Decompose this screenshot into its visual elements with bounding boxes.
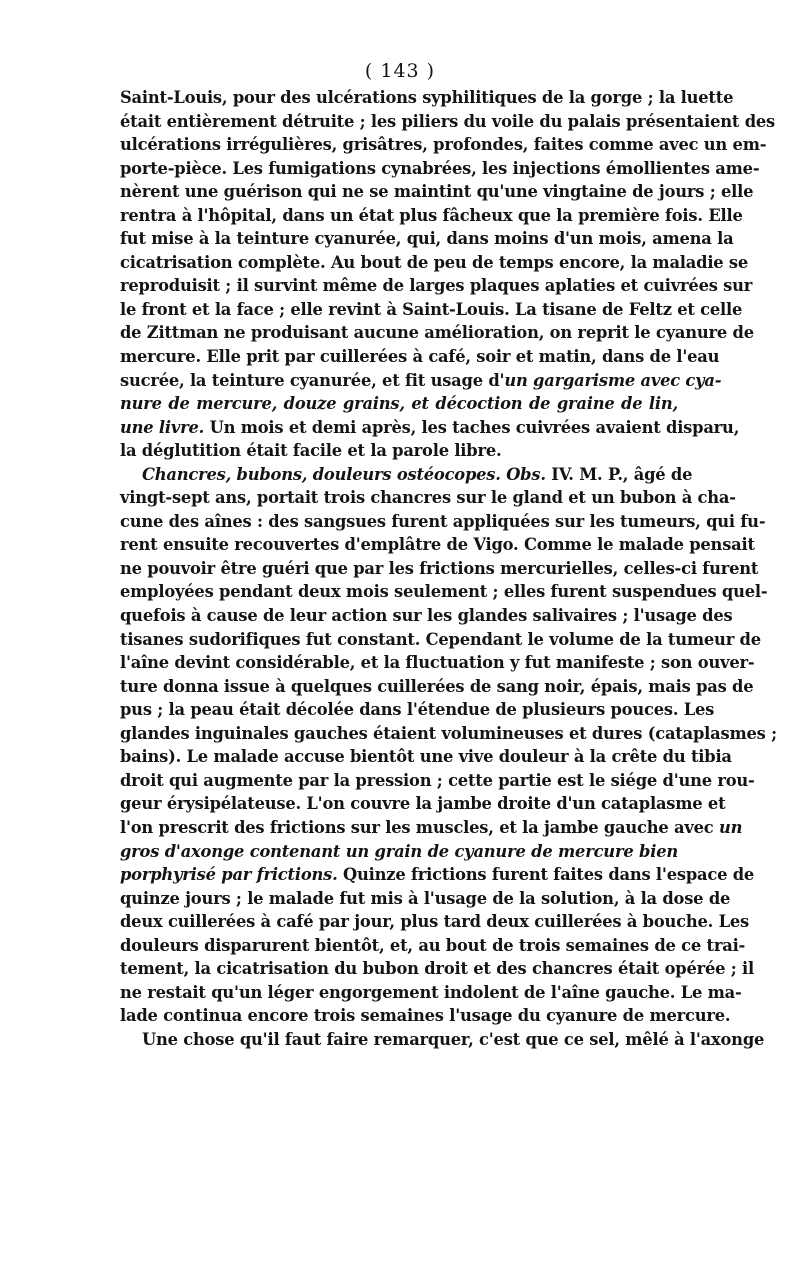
text-line [120, 110, 776, 134]
text-line [120, 1004, 731, 1028]
text-line [120, 887, 731, 911]
text-segment: était entièrement détruite ; les piliers du voile du palais présentaient des [120, 111, 776, 131]
text-line [120, 510, 766, 534]
text-line [120, 580, 768, 604]
italic-segment: porphyrisé par frictions. [120, 865, 338, 885]
text-line [120, 486, 736, 510]
text-line [120, 86, 734, 110]
text-line [120, 675, 754, 699]
text-line [120, 1028, 765, 1052]
text-segment: employées pendant deux mois seulement ; elles furent suspendues quel- [120, 582, 768, 602]
italic-segment: une livre. [120, 417, 205, 437]
text-segment: ture donna issue à quelques cuillerées de sang noir, épais, mais pas de [120, 676, 754, 696]
text-segment: quefois à cause de leur action sur les glandes salivaires ; l'usage des [120, 606, 733, 626]
text-line [120, 251, 749, 275]
text-segment: Une chose qu'il faut faire remarquer, c'est que ce sel, mêlé à l'axonge [142, 1029, 765, 1049]
text-line [120, 769, 755, 793]
text-segment: quinze jours ; le malade fut mis à l'usage de la solution, à la dose de [120, 888, 731, 908]
text-line [120, 369, 722, 393]
text-segment: ne pouvoir être guéri que par les frictions mercurielles, celles-ci furent [120, 558, 759, 578]
text-line [120, 604, 733, 628]
text-segment: nèrent une guérison qui ne se maintint qu'une vingtaine de jours ; elle [120, 182, 754, 202]
text-line [120, 204, 743, 228]
text-segment: deux cuillerées à café par jour, plus tard deux cuillerées à bouche. Les [120, 912, 749, 932]
text-segment: IV. M. P., âgé de [545, 464, 693, 484]
italic-segment: gros d'axonge contenant un grain de cyanure de mercure bien [120, 841, 678, 861]
text-segment: sucrée, la teinture cyanurée, et fit usage d' [120, 370, 505, 390]
text-segment: tisanes sudorifiques fut constant. Cependant le volume de la tumeur de [120, 629, 761, 649]
body-text [120, 86, 777, 1051]
text-segment: mercure. Elle prit par cuillerées à café, soir et matin, dans de l'eau [120, 347, 720, 367]
text-line [120, 792, 726, 816]
text-segment: tement, la cicatrisation du bubon droit et des chancres était opérée ; il [120, 959, 755, 979]
text-line [120, 628, 761, 652]
text-segment: l'on prescrit des frictions sur les muscles, et la jambe gauche avec [120, 817, 719, 837]
text-segment: porte-pièce. Les fumigations cynabrées, les injections émollientes ame- [120, 158, 760, 178]
text-segment: glandes inguinales gauches étaient volumineuses et dures (cataplasmes ; [120, 723, 777, 743]
text-segment: rentra à l'hôpital, dans un état plus fâcheux que la première fois. Elle [120, 205, 743, 225]
text-line [120, 651, 755, 675]
text-segment: lade continua encore trois semaines l'usage du cyanure de mercure. [120, 1006, 731, 1026]
text-segment: bains). Le malade accuse bientôt une vive douleur à la crête du tibia [120, 747, 732, 767]
text-segment: Quinze frictions furent faites dans l'espace de [337, 865, 755, 885]
text-line [120, 392, 678, 416]
text-line [120, 274, 753, 298]
text-segment: pus ; la peau était décolée dans l'étendue de plusieurs pouces. Les [120, 700, 715, 720]
text-line [120, 345, 720, 369]
text-segment: droit qui augmente par la pression ; cette partie est le siége d'une rou- [120, 770, 755, 790]
text-segment: Saint-Louis, pour des ulcérations syphilitiques de la gorge ; la luette [120, 88, 734, 107]
text-line [120, 910, 749, 934]
italic-segment: Chancres, bubons, douleurs ostéocopes. Obs. [142, 464, 546, 484]
text-segment: fut mise à la teinture cyanurée, qui, dans moins d'un mois, amena la [120, 229, 734, 249]
text-segment: de Zittman ne produisant aucune amélioration, on reprit le cyanure de [120, 323, 754, 343]
text-line [120, 840, 678, 864]
text-line [120, 981, 742, 1005]
text-segment: le front et la face ; elle revint à Saint-Louis. La tisane de Feltz et celle [120, 299, 743, 319]
italic-segment: nure de mercure, douze grains, et décoction de graine de lin, [120, 394, 678, 414]
text-line [120, 157, 760, 181]
text-line [120, 133, 767, 157]
italic-segment: un gargarisme avec cya- [504, 370, 722, 390]
text-line [120, 722, 777, 746]
text-segment: l'aîne devint considérable, et la fluctuation y fut manifeste ; son ouver- [120, 653, 755, 673]
page-number: ( 143 ) [364, 60, 436, 82]
text-line [120, 816, 743, 840]
text-line [120, 533, 755, 557]
text-segment: douleurs disparurent bientôt, et, au bout de trois semaines de ce trai- [120, 935, 746, 955]
text-line [120, 227, 734, 251]
text-line [120, 416, 740, 440]
text-segment: rent ensuite recouvertes d'emplâtre de Vigo. Comme le malade pensait [120, 535, 755, 555]
text-line [120, 745, 732, 769]
text-line [120, 298, 743, 322]
text-segment: la déglutition était facile et la parole libre. [120, 441, 502, 461]
text-segment: cicatrisation complète. Au bout de peu de temps encore, la maladie se [120, 252, 749, 272]
text-line [120, 863, 755, 887]
text-segment: cune des aînes : des sangsues furent appliquées sur les tumeurs, qui fu- [120, 511, 766, 531]
text-line [120, 463, 693, 487]
text-segment: vingt-sept ans, portait trois chancres sur le gland et un bubon à cha- [120, 488, 736, 508]
text-segment: geur érysipélateuse. L'on couvre la jambe droite d'un cataplasme et [120, 794, 726, 814]
text-line [120, 180, 754, 204]
text-segment: ulcérations irrégulières, grisâtres, profondes, faites comme avec un em- [120, 135, 767, 155]
text-line [120, 698, 715, 722]
text-line [120, 439, 678, 463]
text-segment: ne restait qu'un léger engorgement indolent de l'aîne gauche. Le ma- [120, 982, 742, 1002]
italic-segment: un [718, 817, 743, 837]
text-line [120, 934, 746, 958]
text-segment: reproduisit ; il survint même de larges plaques aplaties et cuivrées sur [120, 276, 753, 296]
text-line [120, 957, 755, 981]
text-segment: Un mois et demi après, les taches cuivrées avaient disparu, [204, 417, 740, 437]
text-line [120, 321, 754, 345]
text-line [120, 557, 759, 581]
